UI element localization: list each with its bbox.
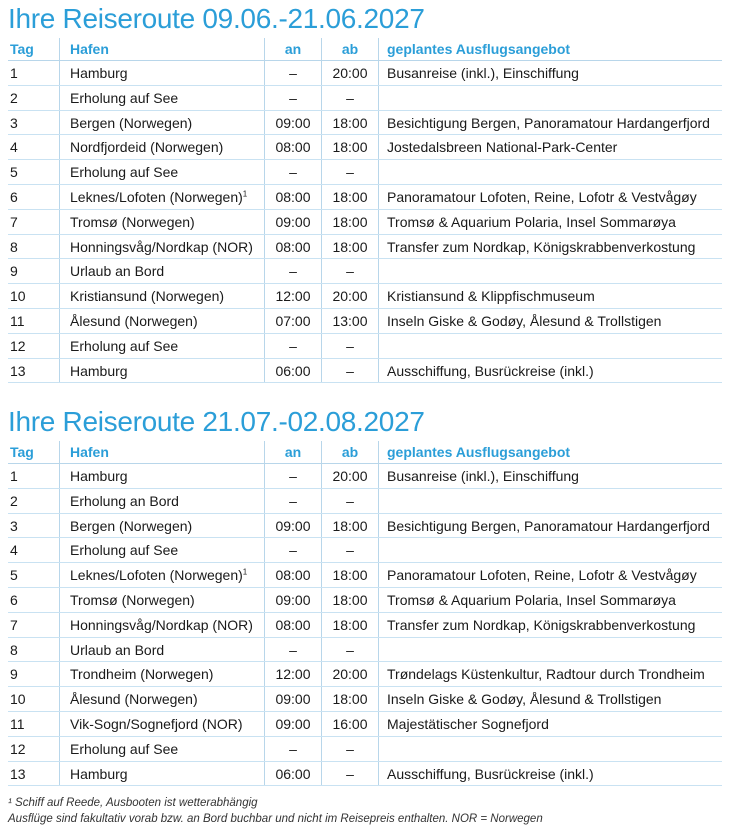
hafen-text: Erholung auf See (70, 89, 179, 106)
cell-ab: – (322, 737, 379, 761)
hafen-text: Vik-Sogn/Sognefjord (NOR) (70, 715, 243, 732)
cell-hafen (60, 135, 265, 159)
cell-ab: 18:00 (322, 135, 379, 159)
cell-an: 09:00 (265, 111, 322, 135)
hafen-text: Hamburg (70, 468, 128, 484)
cell-tag: 10 (8, 284, 60, 308)
header-hafen: Hafen (60, 441, 265, 463)
route-title: Ihre Reiseroute 09.06.-21.06.2027 (8, 3, 425, 34)
table-row (8, 334, 722, 359)
cell-tag: 5 (8, 563, 60, 587)
cell-hafen (60, 160, 265, 184)
hafen-text: Erholung auf See (70, 740, 179, 757)
cell-ausflug: Transfer zum Nordkap, Königskrabbenverkostung (387, 238, 696, 255)
cell-ab: 20:00 (322, 284, 379, 308)
table-row (8, 687, 722, 712)
cell-an: – (265, 334, 322, 358)
cell-tag: 11 (8, 712, 60, 736)
table-row (8, 309, 722, 334)
cell-an: 08:00 (265, 613, 322, 637)
cell-ausflug: Inseln Giske & Godøy, Ålesund & Trollstigen (387, 312, 662, 329)
cell-tag: 3 (8, 514, 60, 538)
cell-ausflug: Inseln Giske & Godøy, Ålesund & Trollstigen (387, 691, 662, 708)
table-row (8, 111, 722, 136)
table-row (8, 61, 722, 86)
hafen-text: Honningsvåg/Nordkap (NOR) (70, 616, 253, 633)
cell-ab: – (322, 638, 379, 662)
cell-ab: – (322, 489, 379, 513)
cell-tag: 4 (8, 538, 60, 562)
cell-ab: – (322, 160, 379, 184)
cell-an: – (265, 259, 322, 283)
cell-ausflug (379, 538, 722, 562)
hafen-text: Kristiansund (Norwegen) (70, 288, 225, 305)
table-row (8, 464, 722, 489)
cell-ausflug: Busanreise (inkl.), Einschiffung (387, 468, 579, 484)
cell-ausflug: Tromsø & Aquarium Polaria, Insel Sommarøya (387, 213, 676, 230)
cell-tag: 8 (8, 638, 60, 662)
footnote-marker: 1 (242, 189, 248, 199)
cell-tag: 7 (8, 210, 60, 234)
route-section (8, 405, 722, 786)
cell-tag: 10 (8, 687, 60, 711)
cell-ausflug: Ausschiffung, Busrückreise (inkl.) (387, 362, 594, 379)
cell-ausflug: Kristiansund & Klippfischmuseum (387, 288, 595, 305)
cell-hafen (60, 309, 265, 333)
cell-ausflug: Majestätischer Sognefjord (387, 715, 549, 732)
cell-ab: 20:00 (322, 61, 379, 85)
cell-hafen (60, 588, 265, 612)
cell-ab: 13:00 (322, 309, 379, 333)
cell-hafen (60, 737, 265, 761)
hafen-text: Ålesund (Norwegen) (70, 312, 198, 329)
cell-an: 08:00 (265, 135, 322, 159)
cell-hafen (60, 687, 265, 711)
cell-ab: – (322, 359, 379, 383)
cell-ausflug (379, 160, 722, 184)
table-row (8, 284, 722, 309)
cell-an: – (265, 638, 322, 662)
hafen-text: Erholung auf See (70, 164, 179, 181)
cell-hafen (60, 464, 265, 488)
cell-ab: – (322, 762, 379, 786)
cell-ausflug (379, 86, 722, 110)
cell-tag: 4 (8, 135, 60, 159)
footnotes (8, 795, 722, 827)
hafen-text: Trondheim (Norwegen) (70, 666, 214, 683)
hafen-text: Hamburg (70, 362, 128, 379)
cell-tag: 5 (8, 160, 60, 184)
footnote-reede: ¹ Schiff auf Reede, Ausbooten ist wetterabhängig (8, 797, 258, 809)
cell-ausflug (379, 259, 722, 283)
route-section (8, 2, 722, 383)
table-row (8, 489, 722, 514)
cell-hafen (60, 613, 265, 637)
cell-tag: 1 (8, 61, 60, 85)
footnote-marker: 1 (242, 567, 248, 577)
cell-an: – (265, 737, 322, 761)
cell-ab: 16:00 (322, 712, 379, 736)
cell-ausflug: Besichtigung Bergen, Panoramatour Hardangerfjord (387, 517, 710, 534)
header-tag: Tag (8, 441, 60, 463)
table-row (8, 259, 722, 284)
cell-ausflug: Ausschiffung, Busrückreise (inkl.) (387, 765, 594, 782)
header-ausflug: geplantes Ausflugsangebot (387, 41, 571, 57)
cell-tag: 13 (8, 359, 60, 383)
cell-an: 12:00 (265, 662, 322, 686)
cell-ab: – (322, 86, 379, 110)
cell-tag: 2 (8, 489, 60, 513)
cell-an: 09:00 (265, 687, 322, 711)
cell-an: 09:00 (265, 712, 322, 736)
hafen-text: Erholung auf See (70, 542, 179, 559)
cell-an: 09:00 (265, 210, 322, 234)
cell-ab: – (322, 538, 379, 562)
table-row (8, 235, 722, 260)
cell-hafen (60, 662, 265, 686)
table-row (8, 86, 722, 111)
cell-an: – (265, 86, 322, 110)
cell-ausflug (379, 737, 722, 761)
cell-an: – (265, 61, 322, 85)
hafen-text: Leknes/Lofoten (Norwegen) (70, 567, 243, 584)
cell-tag: 6 (8, 588, 60, 612)
cell-an: – (265, 489, 322, 513)
table-body (8, 61, 722, 383)
cell-ab: 18:00 (322, 613, 379, 637)
cell-hafen (60, 284, 265, 308)
cell-tag: 9 (8, 662, 60, 686)
table-row (8, 737, 722, 762)
table-row (8, 712, 722, 737)
cell-ausflug (379, 489, 722, 513)
cell-ab: 18:00 (322, 235, 379, 259)
cell-ab: 20:00 (322, 464, 379, 488)
cell-an: 06:00 (265, 762, 322, 786)
table-header (8, 441, 722, 464)
cell-an: 06:00 (265, 359, 322, 383)
cell-ausflug: Trøndelags Küstenkultur, Radtour durch Trondheim (387, 666, 705, 683)
cell-ausflug: Panoramatour Lofoten, Reine, Lofotr & Vestvågøy (387, 188, 697, 205)
hafen-text: Hamburg (70, 65, 128, 81)
cell-hafen (60, 638, 265, 662)
cell-hafen (60, 86, 265, 110)
table-row (8, 638, 722, 663)
cell-hafen (60, 61, 265, 85)
cell-an: 08:00 (265, 185, 322, 209)
cell-ab: 18:00 (322, 210, 379, 234)
cell-ausflug: Tromsø & Aquarium Polaria, Insel Sommarøya (387, 591, 676, 608)
cell-tag: 8 (8, 235, 60, 259)
header-an: an (265, 441, 322, 463)
hafen-text: Bergen (Norwegen) (70, 517, 193, 534)
hafen-text: Tromsø (Norwegen) (70, 591, 195, 608)
header-tag: Tag (8, 38, 60, 60)
hafen-text: Ålesund (Norwegen) (70, 691, 198, 708)
cell-ab: 18:00 (322, 687, 379, 711)
cell-tag: 12 (8, 737, 60, 761)
cell-ab: 18:00 (322, 588, 379, 612)
cell-ab: 18:00 (322, 563, 379, 587)
table-row (8, 359, 722, 384)
table-row (8, 135, 722, 160)
cell-ausflug (379, 334, 722, 358)
table-row (8, 538, 722, 563)
hafen-text: Tromsø (Norwegen) (70, 213, 195, 230)
table-row (8, 563, 722, 588)
cell-hafen (60, 111, 265, 135)
cell-ab: 18:00 (322, 185, 379, 209)
cell-an: 07:00 (265, 309, 322, 333)
hafen-text: Leknes/Lofoten (Norwegen) (70, 188, 243, 205)
cell-tag: 3 (8, 111, 60, 135)
hafen-text: Nordfjordeid (Norwegen) (70, 139, 224, 156)
cell-tag: 9 (8, 259, 60, 283)
header-ab: ab (322, 38, 379, 60)
cell-ab: – (322, 334, 379, 358)
cell-hafen (60, 259, 265, 283)
header-an: an (265, 38, 322, 60)
hafen-text: Honningsvåg/Nordkap (NOR) (70, 238, 253, 255)
cell-hafen (60, 712, 265, 736)
cell-tag: 13 (8, 762, 60, 786)
hafen-text: Urlaub an Bord (70, 263, 165, 280)
table-row (8, 762, 722, 787)
cell-ab: 18:00 (322, 514, 379, 538)
cell-ab: 18:00 (322, 111, 379, 135)
hafen-text: Urlaub an Bord (70, 641, 165, 658)
table-row (8, 662, 722, 687)
cell-an: – (265, 160, 322, 184)
hafen-text: Bergen (Norwegen) (70, 114, 193, 131)
cell-ausflug: Transfer zum Nordkap, Königskrabbenverkostung (387, 616, 696, 633)
cell-tag: 11 (8, 309, 60, 333)
cell-hafen (60, 210, 265, 234)
cell-hafen (60, 334, 265, 358)
cell-ausflug (379, 638, 722, 662)
cell-an: 08:00 (265, 563, 322, 587)
footnote-ausfluege: Ausflüge sind fakultativ vorab bzw. an Bord buchbar und nicht im Reisepreis enthalten. NOR = Norwegen (8, 813, 543, 825)
cell-an: – (265, 538, 322, 562)
cell-an: 12:00 (265, 284, 322, 308)
table-row (8, 185, 722, 210)
cell-ab: – (322, 259, 379, 283)
cell-tag: 1 (8, 464, 60, 488)
route-title: Ihre Reiseroute 21.07.-02.08.2027 (8, 406, 425, 437)
table-row (8, 613, 722, 638)
cell-hafen (60, 359, 265, 383)
cell-an: 08:00 (265, 235, 322, 259)
hafen-text: Erholung auf See (70, 337, 179, 354)
cell-an: – (265, 464, 322, 488)
table-row (8, 160, 722, 185)
cell-hafen (60, 762, 265, 786)
cell-tag: 12 (8, 334, 60, 358)
cell-ausflug: Jostedalsbreen National-Park-Center (387, 139, 618, 156)
cell-hafen (60, 235, 265, 259)
header-hafen: Hafen (60, 38, 265, 60)
cell-hafen (60, 563, 265, 587)
cell-ausflug: Busanreise (inkl.), Einschiffung (387, 65, 579, 81)
cell-ausflug: Besichtigung Bergen, Panoramatour Hardangerfjord (387, 114, 710, 131)
cell-tag: 6 (8, 185, 60, 209)
cell-hafen (60, 514, 265, 538)
table-header (8, 38, 722, 61)
table-body (8, 464, 722, 786)
hafen-text: Erholung an Bord (70, 492, 179, 509)
cell-tag: 2 (8, 86, 60, 110)
table-row (8, 210, 722, 235)
cell-hafen (60, 489, 265, 513)
cell-an: 09:00 (265, 514, 322, 538)
cell-tag: 7 (8, 613, 60, 637)
cell-an: 09:00 (265, 588, 322, 612)
header-ausflug: geplantes Ausflugsangebot (387, 444, 571, 460)
header-ab: ab (322, 441, 379, 463)
cell-ausflug: Panoramatour Lofoten, Reine, Lofotr & Vestvågøy (387, 567, 697, 584)
cell-hafen (60, 185, 265, 209)
cell-ab: 20:00 (322, 662, 379, 686)
cell-hafen (60, 538, 265, 562)
table-row (8, 588, 722, 613)
hafen-text: Hamburg (70, 765, 128, 782)
table-row (8, 514, 722, 539)
